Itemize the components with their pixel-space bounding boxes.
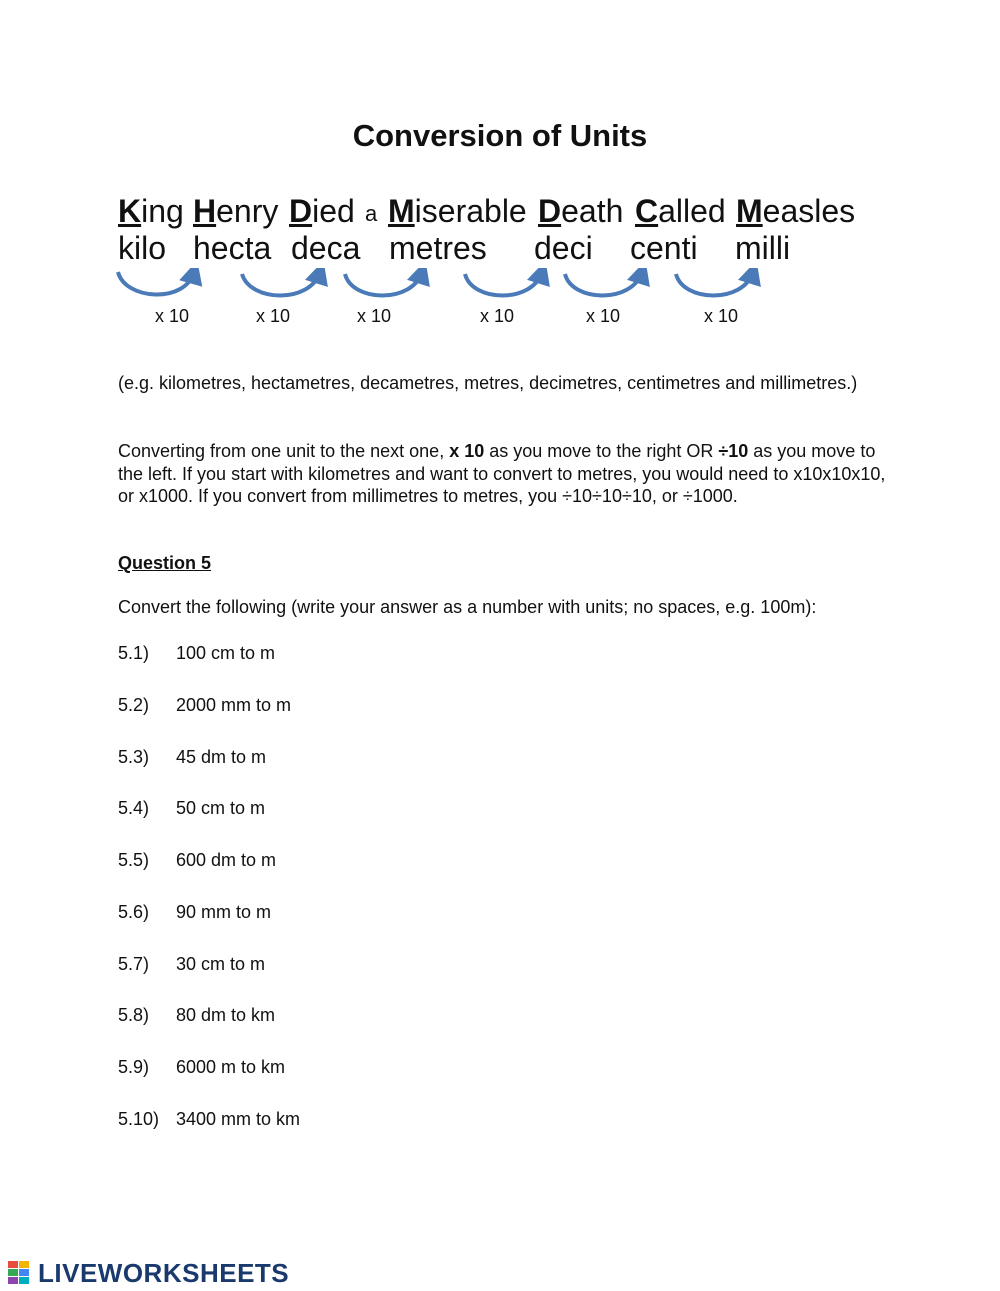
unit-milli: milli — [735, 230, 791, 266]
multiplier-label-5: x 10 — [586, 306, 621, 326]
page-title: Conversion of Units — [352, 118, 648, 153]
multiplier-label-6: x 10 — [704, 306, 739, 326]
instruction-text: Convert the following (write your answer as a number with units; no spaces, e.g. 100m): — [118, 597, 817, 617]
mnemonic-word-death: Death — [538, 193, 624, 229]
example-text: (e.g. kilometres, hectametres, decametres, metres, decimetres, centimetres and millimetres.) — [118, 373, 858, 393]
explanation-paragraph: Converting from one unit to the next one, x 10 as you move to the right OR ÷10 as you move to the left. If you start with kilometres and want to convert to metres, you would need to x10x10x10, or x1000. If you convert from millimetres to metres, you ÷10÷10÷10, or ÷1000. — [118, 441, 886, 506]
arrow-icon-3 — [345, 272, 422, 296]
logo-icon — [8, 1261, 30, 1285]
arrow-icon-2 — [242, 272, 320, 296]
logo-text: LIVEWORKSHEETS — [38, 1258, 290, 1288]
mnemonic-word-miserable: Miserable — [388, 193, 527, 229]
mnemonic-word-a: a — [365, 201, 378, 226]
mnemonic-word-henry: Henry — [193, 193, 279, 229]
multiplier-label-1: x 10 — [155, 306, 190, 326]
unit-kilo: kilo — [118, 230, 167, 266]
question-heading: Question 5 — [118, 553, 212, 573]
arrow-icon-5 — [565, 272, 642, 296]
unit-deci: deci — [534, 230, 593, 266]
unit-hecta: hecta — [193, 230, 272, 266]
unit-deca: deca — [291, 230, 361, 266]
mnemonic-word-called: Called — [635, 193, 726, 229]
arrow-icon-4 — [465, 272, 542, 296]
curved-arrows — [0, 268, 1000, 308]
arrow-icon-1 — [118, 272, 194, 295]
multiplier-label-3: x 10 — [357, 306, 392, 326]
mnemonic-word-died: Died — [289, 193, 355, 229]
arrow-icon-6 — [676, 272, 753, 296]
mnemonic-word-measles: Measles — [736, 193, 856, 229]
mnemonic-word-king: King — [118, 193, 184, 229]
multiplier-label-2: x 10 — [256, 306, 291, 326]
multiplier-label-4: x 10 — [480, 306, 515, 326]
unit-metres: metres — [389, 230, 487, 266]
unit-centi: centi — [630, 230, 698, 266]
